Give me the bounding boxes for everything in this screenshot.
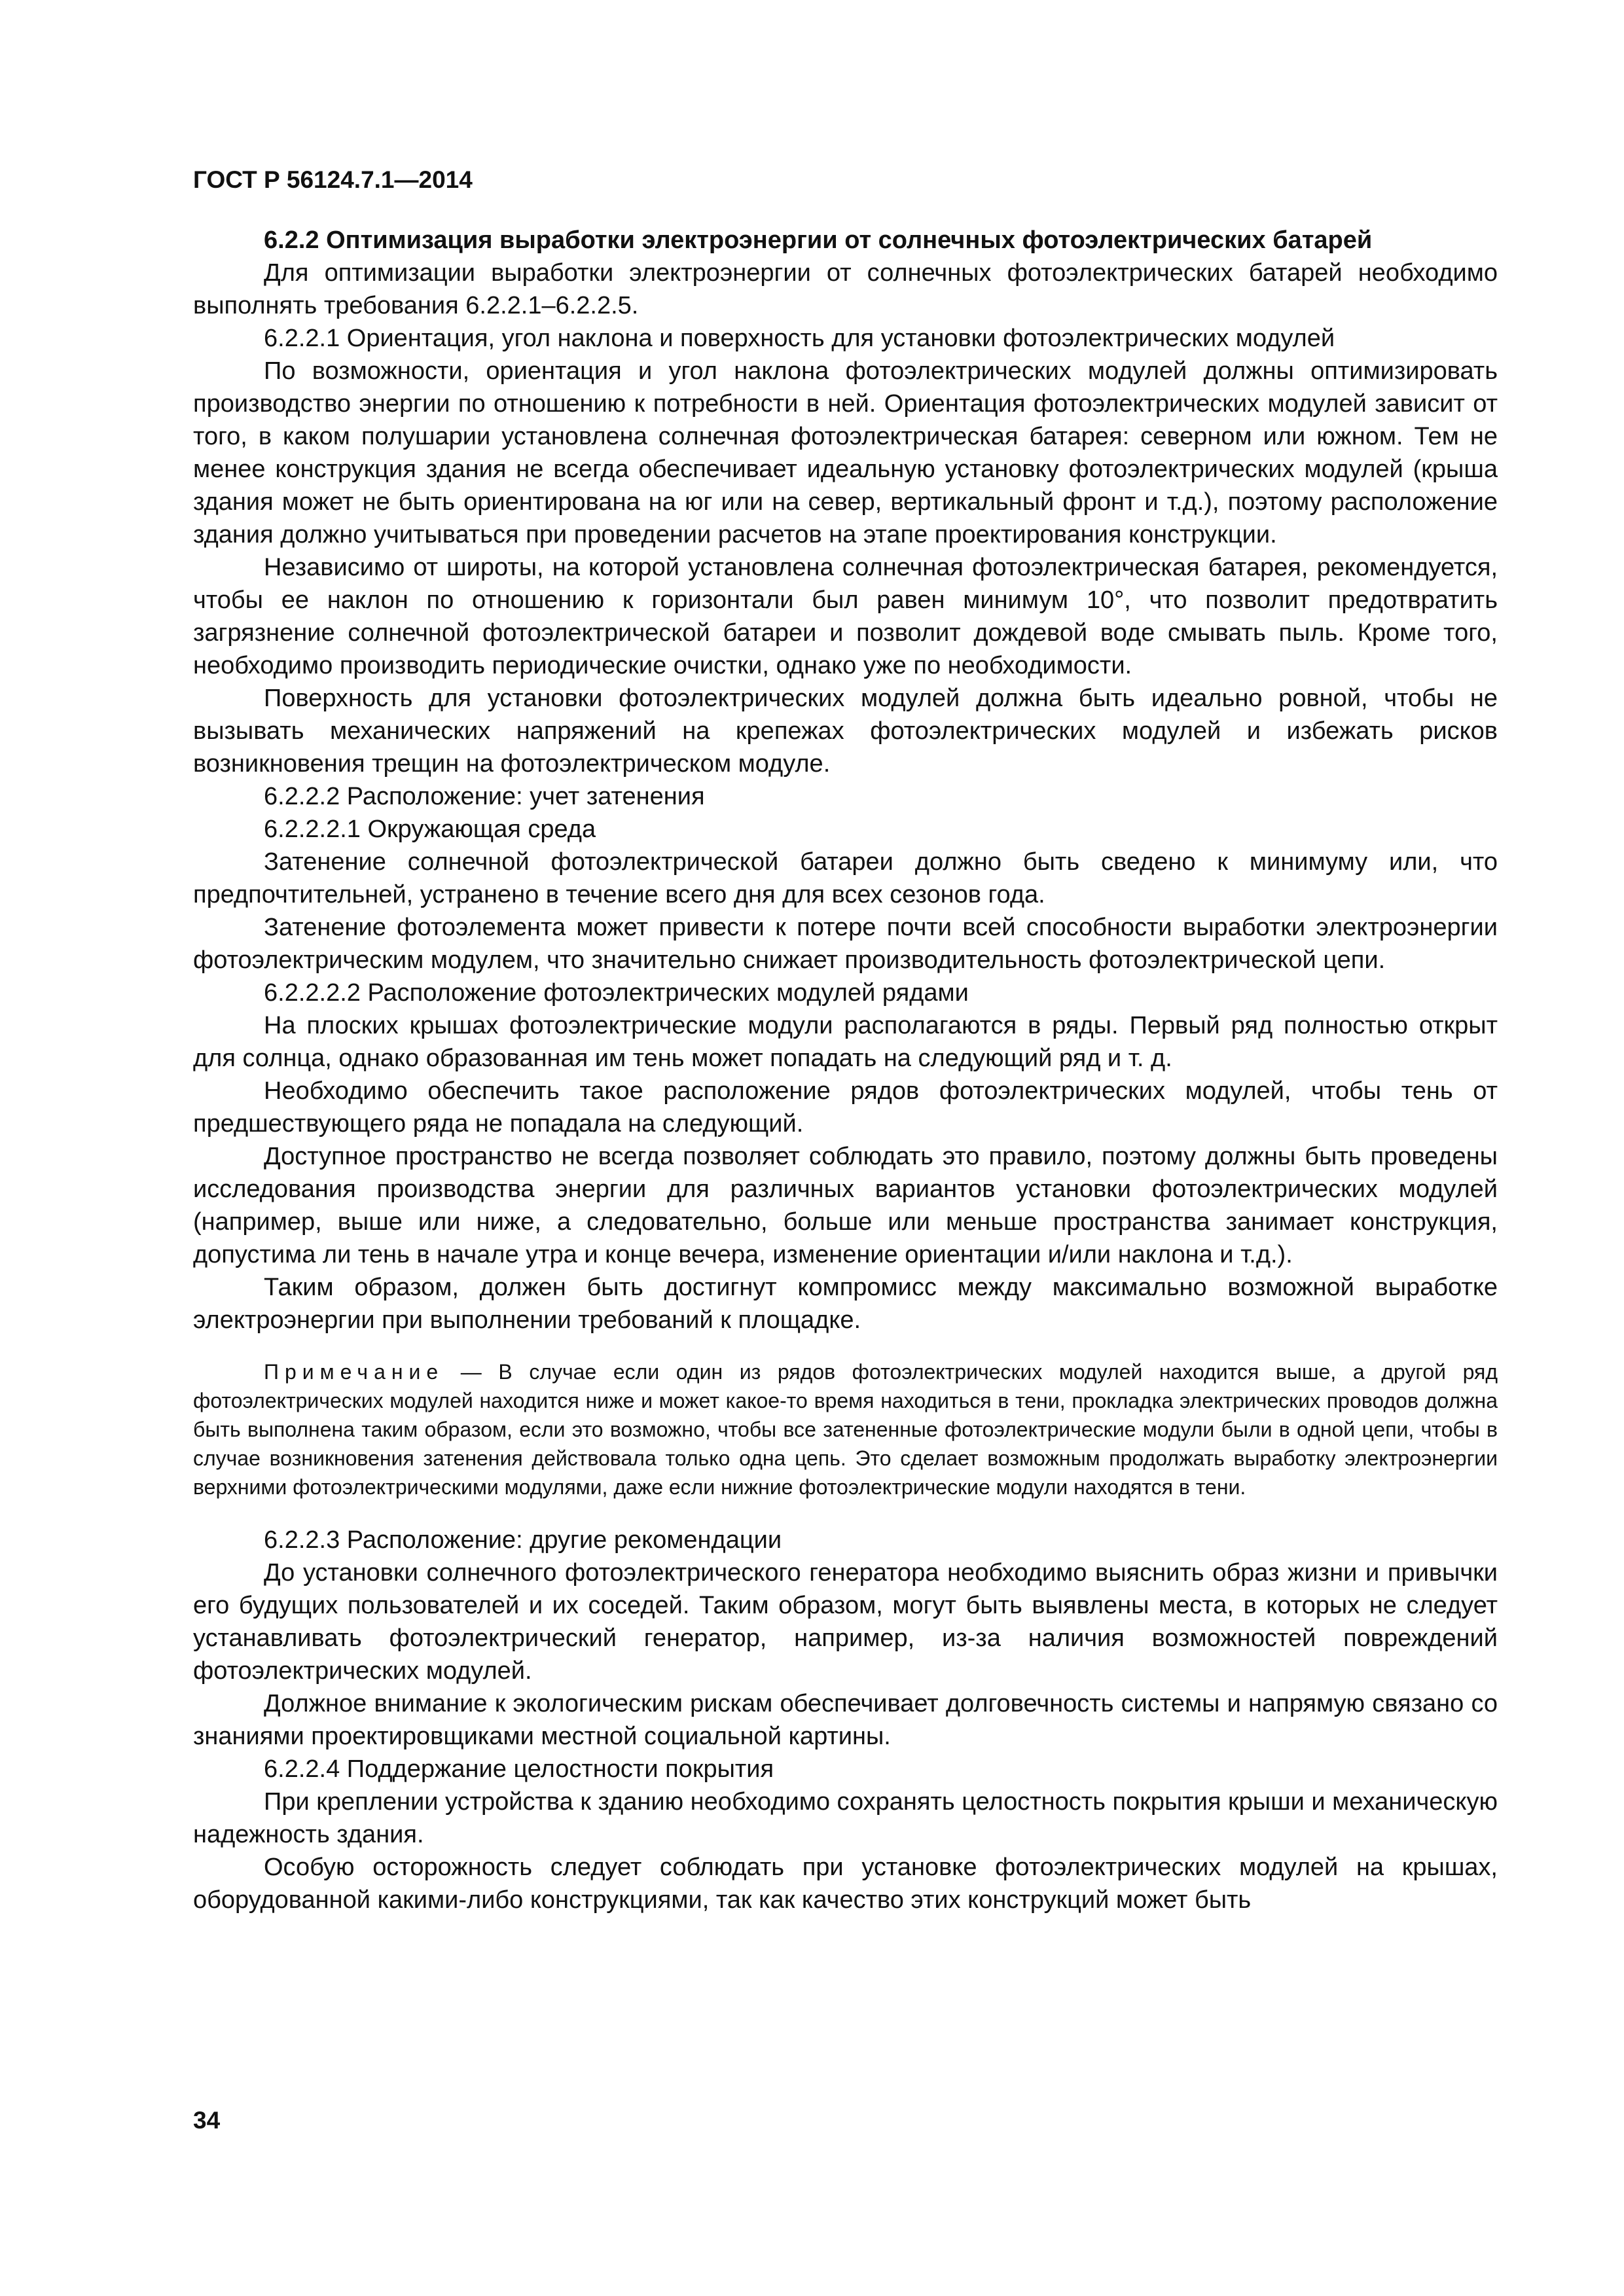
note-text: — В случае если один из рядов фотоэлектрических модулей находится выше, а другой ряд фотоэлектрических модулей находится ниже и может какое-то время находиться в тени, прокладка электрических проводов должна быть выполнена таким образом, если это возможно, чтобы все затененные фотоэлектрические модули были в одной цепи, чтобы в случае возникновения затенения действовала только одна цепь. Это сделает возможным продолжать выработку электроэнергии верхними фотоэлектрическими модулями, даже если нижние фотоэлектрические модули находятся в тени. — [193, 1360, 1498, 1499]
paragraph: Для оптимизации выработки электроэнергии от солнечных фотоэлектрических батарей необходимо выполнять требования 6.2.2.1–6.2.2.5. — [193, 259, 1498, 319]
document-body — [193, 224, 1498, 1916]
note-label: Примечание — [264, 1360, 444, 1384]
subsection-heading: 6.2.2.4 Поддержание целостности покрытия — [264, 1755, 774, 1783]
paragraph: Необходимо обеспечить такое расположение рядов фотоэлектрических модулей, чтобы тень от предшествующего ряда не попадала на следующий. — [193, 1077, 1498, 1138]
paragraph: Должное внимание к экологическим рискам обеспечивает долговечность системы и напрямую связано со знаниями проектировщиками местной социальной картины. — [193, 1690, 1498, 1750]
document-header: ГОСТ Р 56124.7.1—2014 — [193, 166, 473, 193]
section-heading: 6.2.2 Оптимизация выработки электроэнергии от солнечных фотоэлектрических батарей — [264, 226, 1373, 254]
subsection-heading: 6.2.2.2 Расположение: учет затенения — [264, 783, 705, 810]
paragraph: Особую осторожность следует соблюдать при установке фотоэлектрических модулей на крышах, оборудованной какими-либо конструкциями, так как качество этих конструкций может быть — [193, 1854, 1498, 1914]
paragraph: Таким образом, должен быть достигнут компромисс между максимально возможной выработке электроэнергии при выполнении требований к площадке. — [193, 1274, 1498, 1334]
note-block — [193, 1357, 1498, 1501]
document-page — [193, 0, 1498, 2296]
paragraph: Затенение фотоэлемента может привести к потере почти всей способности выработки электроэнергии фотоэлектрическим модулем, что значительно снижает производительность фотоэлектрической цепи. — [193, 914, 1498, 974]
paragraph: Затенение солнечной фотоэлектрической батареи должно быть сведено к минимуму или, что предпочтительней, устранено в течение всего дня для всех сезонов года. — [193, 848, 1498, 908]
paragraph: На плоских крышах фотоэлектрические модули располагаются в ряды. Первый ряд полностью открыт для солнца, однако образованная им тень может попадать на следующий ряд и т. д. — [193, 1012, 1498, 1072]
paragraph: Поверхность для установки фотоэлектрических модулей должна быть идеально ровной, чтобы не вызывать механических напряжений на крепежах фотоэлектрических модулей и избежать рисков возникновения трещин на фотоэлектрическом модуле. — [193, 685, 1498, 778]
subsection-heading: 6.2.2.1 Ориентация, угол наклона и поверхность для установки фотоэлектрических модулей — [264, 325, 1335, 352]
page-number: 34 — [193, 2107, 221, 2134]
paragraph: При креплении устройства к зданию необходимо сохранять целостность покрытия крыши и механическую надежность здания. — [193, 1788, 1498, 1848]
paragraph: По возможности, ориентация и угол наклона фотоэлектрических модулей должны оптимизировать производство энергии по отношению к потребности в ней. Ориентация фотоэлектрических модулей зависит от того, в каком полушарии установлена солнечная фотоэлектрическая батарея: северном или южном. Тем не менее конструкция здания не всегда обеспечивает идеальную установку фотоэлектрических модулей (крыша здания может не быть ориентирована на юг или на север, вертикальный фронт и т.д.), поэтому расположение здания должно учитываться при проведении расчетов на этапе проектирования конструкции. — [193, 357, 1498, 548]
subsection-heading: 6.2.2.3 Расположение: другие рекомендации — [264, 1526, 782, 1554]
subsection-heading: 6.2.2.2.2 Расположение фотоэлектрических модулей рядами — [264, 979, 969, 1007]
paragraph: Независимо от широты, на которой установлена солнечная фотоэлектрическая батарея, рекомендуется, чтобы ее наклон по отношению к горизонтали был равен минимум 10°, что позволит предотвратить загрязнение солнечной фотоэлектрической батареи и позволит дождевой воде смывать пыль. Кроме того, необходимо производить периодические очистки, однако уже по необходимости. — [193, 554, 1498, 679]
paragraph: Доступное пространство не всегда позволяет соблюдать это правило, поэтому должны быть проведены исследования производства энергии для различных вариантов установки фотоэлектрических модулей (например, выше или ниже, а следовательно, больше или меньше пространства занимает конструкция, допустима ли тень в начале утра и конце вечера, изменение ориентации и/или наклона и т.д.). — [193, 1143, 1498, 1268]
subsection-heading: 6.2.2.2.1 Окружающая среда — [264, 816, 596, 843]
paragraph: До установки солнечного фотоэлектрического генератора необходимо выяснить образ жизни и привычки его будущих пользователей и их соседей. Таким образом, могут быть выявлены места, в которых не следует устанавливать фотоэлектрический генератор, например, из-за наличия возможностей повреждений фотоэлектрических модулей. — [193, 1559, 1498, 1685]
